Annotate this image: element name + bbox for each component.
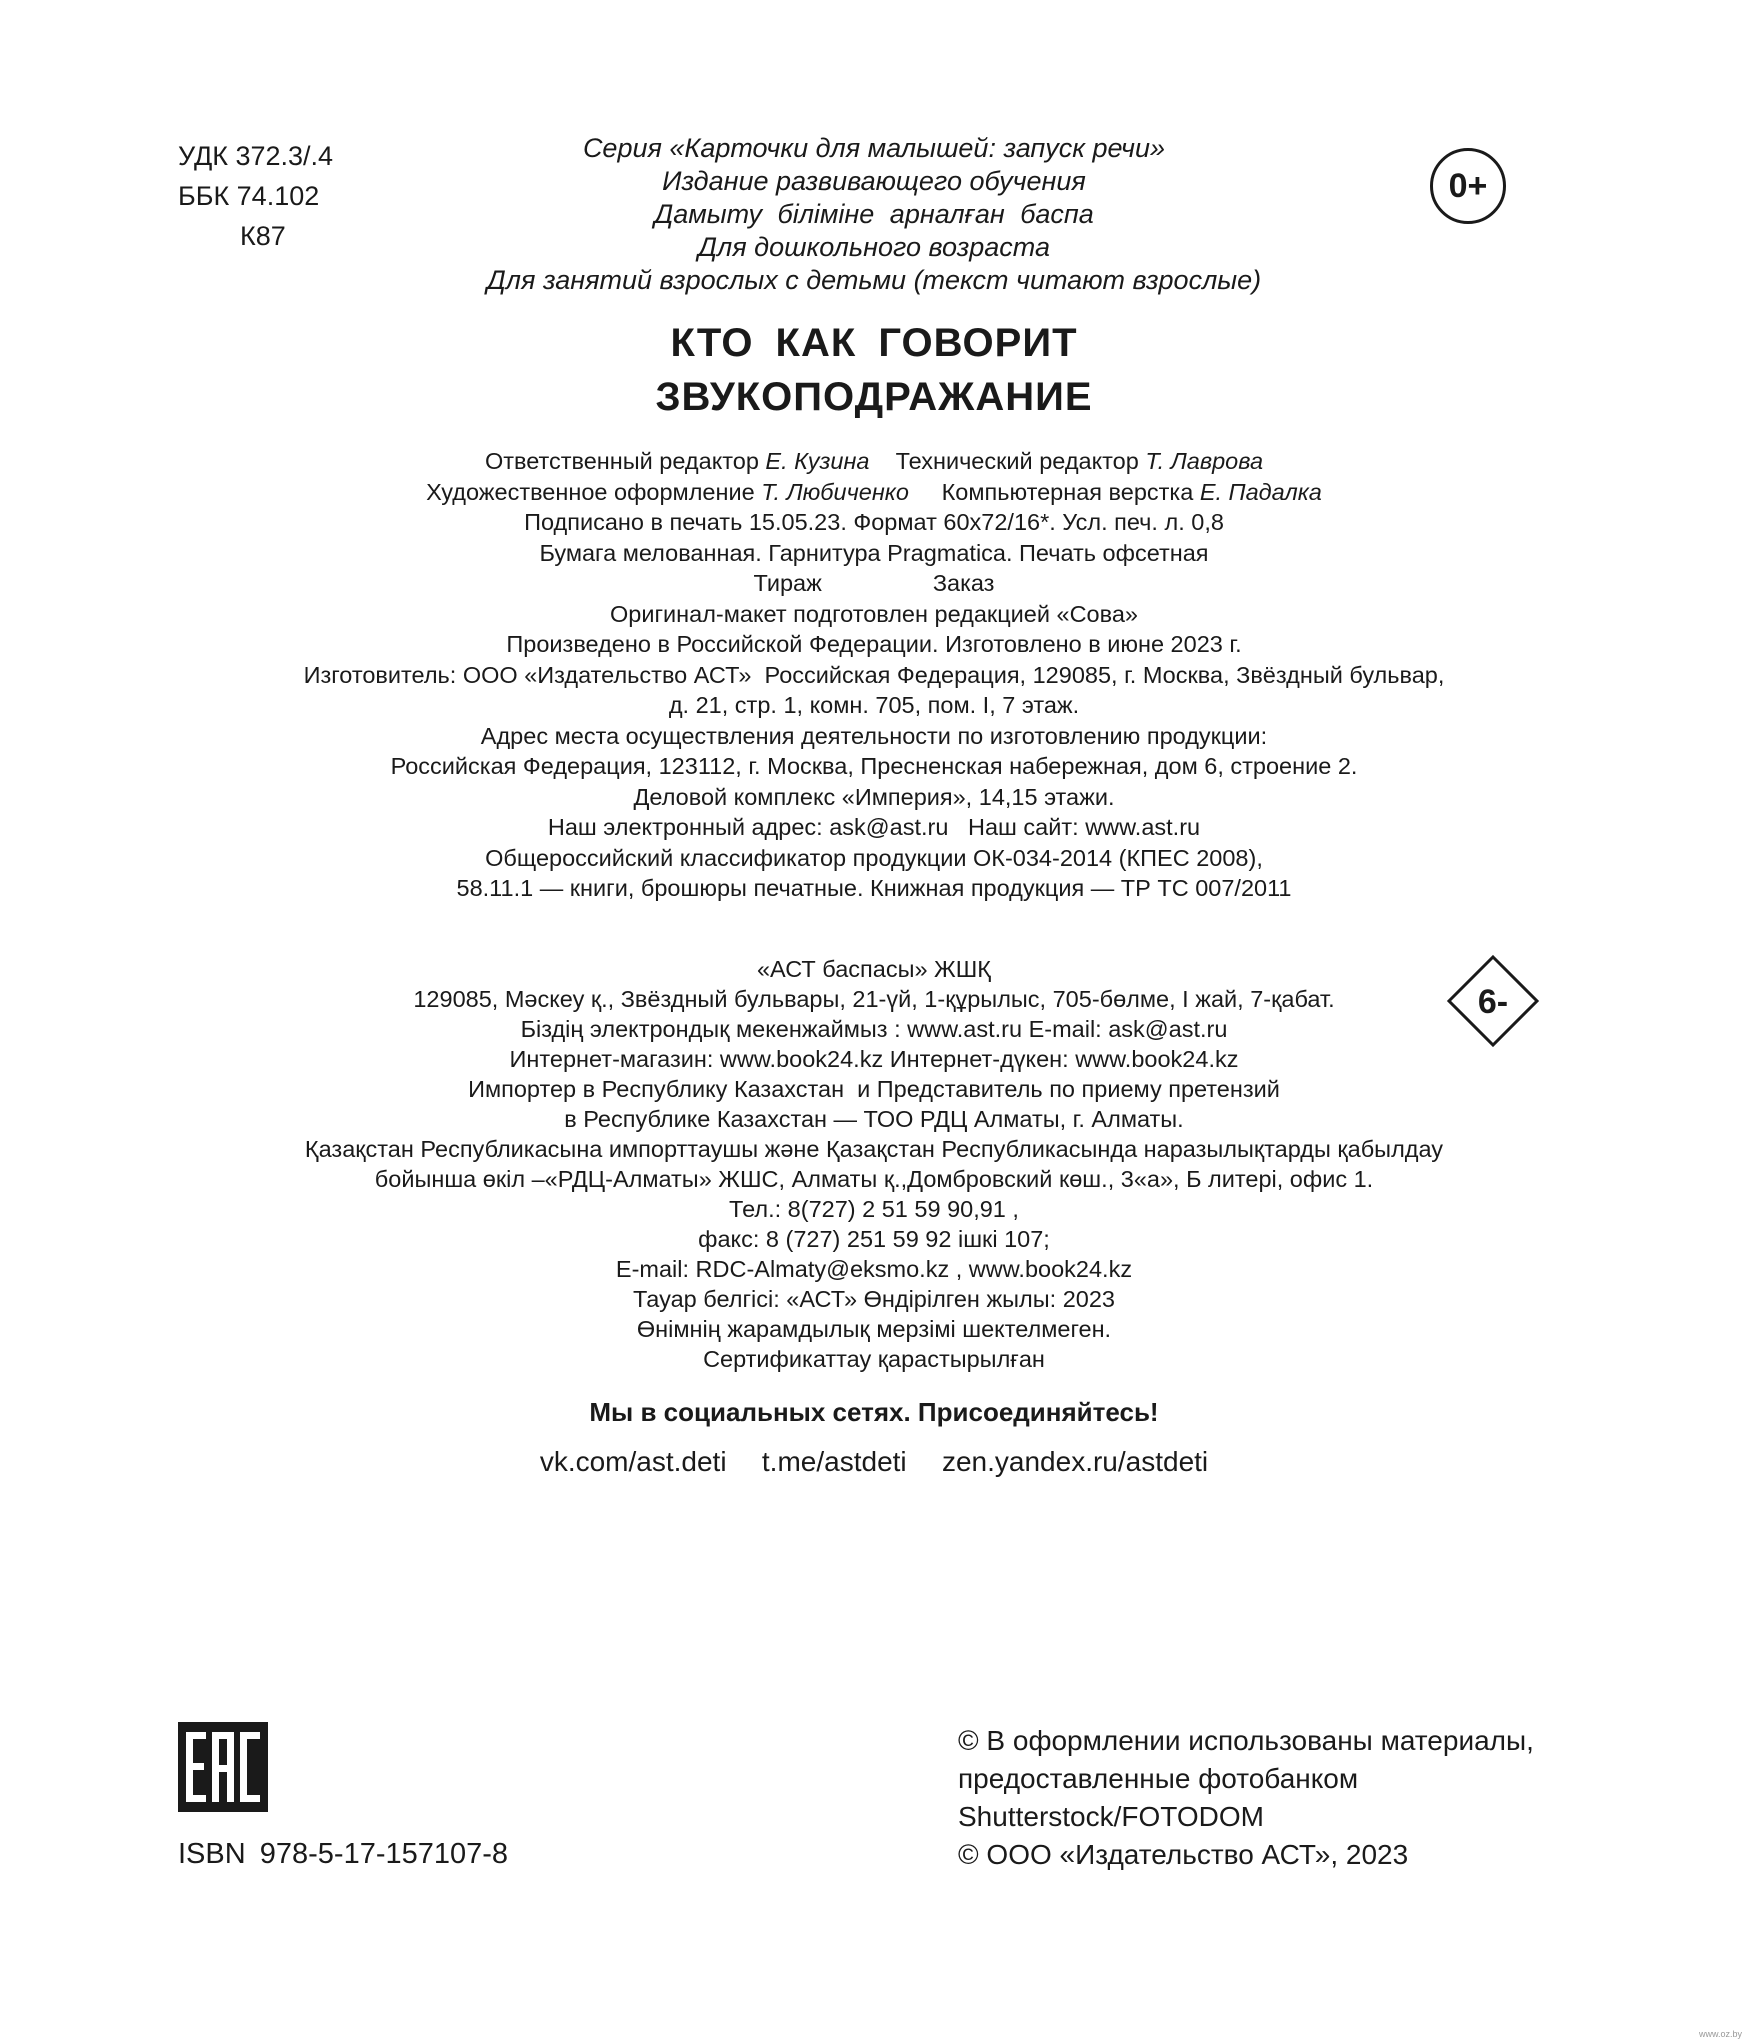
imprint-line: Бумага мелованная. Гарнитура Pragmatica. Печать офсетная xyxy=(539,539,1209,566)
bbk-code: ББК 74.102 xyxy=(178,181,320,211)
credit-label: Ответственный редактор xyxy=(484,448,759,474)
imprint-line: Тираж Заказ xyxy=(753,570,995,596)
watermark: www.oz.by xyxy=(1698,2029,1742,2039)
credits-line-1 xyxy=(0,446,1748,477)
imprint-line: Общероссийский классификатор продукции ОК-034-2014 (КПЕС 2008), xyxy=(485,844,1263,871)
title-line: ЗВУКОПОДРАЖАНИЕ xyxy=(655,375,1093,419)
imprint-line: Оригинал-макет подготовлен редакцией «Сова» xyxy=(610,600,1138,627)
kz-line: Интернет-магазин: www.book24.kz Интернет-дүкен: www.book24.kz xyxy=(509,1046,1239,1072)
imprint-line: 58.11.1 — книги, брошюры печатные. Книжная продукция — ТР ТС 007/2011 xyxy=(456,875,1292,901)
imprint-line: Наш электронный адрес: ask@ast.ru Наш сайт: www.ast.ru xyxy=(547,814,1201,840)
credit-label: Компьютерная верстка xyxy=(941,478,1194,505)
title-line: КТО КАК ГОВОРИТ xyxy=(670,321,1078,365)
social-link-zen[interactable]: zen.yandex.ru/astdeti xyxy=(941,1446,1209,1477)
kz-block xyxy=(0,954,1748,1374)
copyright-line: предоставленные фотобанком xyxy=(958,1763,1359,1794)
social-heading: Мы в социальных сетях. Присоединяйтесь! xyxy=(589,1397,1159,1427)
imprint-line: Деловой комплекс «Империя», 14,15 этажи. xyxy=(633,783,1115,810)
imprint-line: Подписано в печать 15.05.23. Формат 60x72/16*. Усл. печ. л. 0,8 xyxy=(524,509,1224,535)
series-line: Для занятий взрослых с детьми (текст читают взрослые) xyxy=(486,265,1262,295)
credits-line-2 xyxy=(0,477,1748,508)
series-line: Для дошкольного возраста xyxy=(697,232,1050,262)
kz-line: Тел.: 8(727) 2 51 59 90,91 , xyxy=(729,1196,1019,1222)
credit-label: Художественное оформление xyxy=(426,478,755,505)
credit-name: Т. Лаврова xyxy=(1145,448,1264,474)
imprint-block xyxy=(0,446,1748,904)
kz-line: Қазақстан Республикасына импорттаушы және Қазақстан Республикасында наразылықтарды қабылдау xyxy=(304,1136,1444,1162)
imprint-line: Адрес места осуществления деятельности по изготовлению продукции: xyxy=(480,722,1268,749)
kz-line: в Республике Казахстан — ТОО РДЦ Алматы, г. Алматы. xyxy=(564,1106,1184,1132)
copyright-line: © ООО «Издательство АСТ», 2023 xyxy=(958,1839,1409,1870)
kz-line: Импортер в Республику Казахстан и Представитель по приему претензий xyxy=(468,1076,1280,1102)
book-title xyxy=(0,316,1748,424)
kz-line: Біздің электрондық мекенжаймыз : www.ast.ru E-mail: ask@ast.ru xyxy=(520,1016,1228,1042)
credit-name: Е. Падалка xyxy=(1199,478,1322,505)
imprint-line: д. 21, стр. 1, комн. 705, пом. I, 7 этаж. xyxy=(668,692,1080,718)
social-links xyxy=(0,1432,1748,1492)
eac-mark-icon xyxy=(178,1722,268,1812)
social-block xyxy=(0,1392,1748,1492)
imprint-line: Произведено в Российской Федерации. Изготовлено в июне 2023 г. xyxy=(506,631,1242,657)
udk-code: УДК 372.3/.4 xyxy=(178,141,334,171)
kz-line: «АСТ баспасы» ЖШҚ xyxy=(756,956,991,982)
imprint-line: Российская Федерация, 123112, г. Москва, Пресненская набережная, дом 6, строение 2. xyxy=(390,753,1358,779)
series-line: Издание развивающего обучения xyxy=(662,166,1086,196)
imprint-line: Изготовитель: ООО «Издательство АСТ» Российская Федерация, 129085, г. Москва, Звёздный бульвар, xyxy=(303,661,1445,688)
kz-line: бойынша өкіл –«РДЦ-Алматы» ЖШС, Алматы қ.,Домбровский көш., 3«а», Б литері, офис 1. xyxy=(374,1166,1374,1192)
credit-label: Технический редактор xyxy=(895,448,1139,474)
kz-line: Сертификаттау қарастырылған xyxy=(703,1346,1045,1372)
credit-name: Е. Кузина xyxy=(765,448,870,474)
series-line: Серия «Карточки для малышей: запуск речи» xyxy=(582,133,1166,163)
copyright-line: © В оформлении использованы материалы, xyxy=(958,1725,1534,1756)
kz-line: E-mail: RDC-Almaty@eksmo.kz , www.book24.kz xyxy=(615,1256,1133,1282)
author-mark: К87 xyxy=(240,221,286,251)
age-rating-badge: 0+ xyxy=(1430,148,1506,224)
credit-name: Т. Любиченко xyxy=(761,478,909,505)
social-link-vk[interactable]: vk.com/ast.deti xyxy=(539,1446,727,1477)
social-link-telegram[interactable]: t.me/astdeti xyxy=(761,1446,907,1477)
series-line: Дамыту біліміне арналған баспа xyxy=(654,199,1094,229)
kz-line: Өнімнің жарамдылық мерзімі шектелмеген. xyxy=(636,1316,1112,1342)
age-rating-kz-text: 6- xyxy=(1477,983,1509,1021)
kz-line: Тауар белгісі: «АСТ» Өндірілген жылы: 2023 xyxy=(633,1286,1115,1312)
kz-line: 129085, Мәскеу қ., Звёздный бульвары, 21-үй, 1-құрылыс, 705-бөлме, I жай, 7-қабат. xyxy=(413,986,1335,1012)
kz-line: факс: 8 (727) 251 59 92 ішкі 107; xyxy=(698,1226,1050,1252)
copyright-line: Shutterstock/FOTODOM xyxy=(958,1801,1264,1832)
isbn: ISBN 978-5-17-157107-8 xyxy=(178,1838,509,1870)
copyright-block xyxy=(958,1722,1534,1874)
